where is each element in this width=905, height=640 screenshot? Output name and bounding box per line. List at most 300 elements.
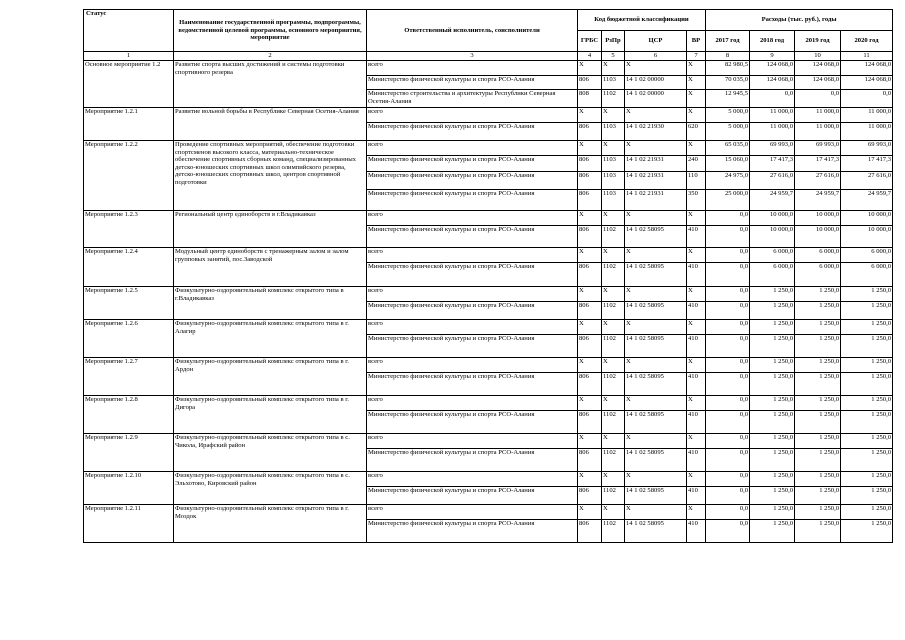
csr-cell: X [625,358,687,373]
amount-2019: 1 250,0 [795,302,841,320]
header-2020: 2020 год [841,31,893,52]
csr-cell: X [625,141,687,156]
program-name-cell: Физкультурно-оздоровительный комплекс открытого типа в г. Моздок [174,505,367,543]
amount-2018: 1 250,0 [750,302,795,320]
amount-2018: 10 000,0 [750,211,795,226]
amount-2019: 11 000,0 [795,108,841,123]
vr-cell: X [687,320,706,335]
table-header [84,10,893,61]
csr-cell: 14 1 02 58095 [625,373,687,396]
grbs-cell: 806 [578,373,602,396]
executor-cell: всего [367,61,578,76]
amount-2019: 1 250,0 [795,335,841,358]
amount-2017: 0,0 [706,449,750,472]
group-total-row [84,141,893,156]
status-cell: Мероприятие 1.2.5 [84,287,174,320]
rzpr-cell: X [602,248,625,263]
grbs-cell: 808 [578,90,602,108]
grbs-cell: X [578,211,602,226]
executor-cell: всего [367,396,578,411]
vr-cell: 620 [687,123,706,141]
vr-cell: X [687,248,706,263]
amount-2020: 124 068,0 [841,76,893,90]
status-cell: Основное мероприятие 1.2 [84,61,174,108]
program-name-cell: Региональный центр единоборств в г.Владикавказ [174,211,367,248]
executor-cell: Министерство физической культуры и спорта РСО-Алания [367,373,578,396]
group-total-row [84,320,893,335]
executor-cell: всего [367,287,578,302]
group-total-row [84,358,893,373]
executor-cell: всего [367,358,578,373]
csr-cell: 14 1 02 58095 [625,226,687,248]
executor-cell: всего [367,248,578,263]
executor-cell: Министерство физической культуры и спорта РСО-Алания [367,263,578,287]
amount-2020: 1 250,0 [841,302,893,320]
amount-2019: 1 250,0 [795,320,841,335]
group-total-row [84,434,893,449]
rzpr-cell: X [602,61,625,76]
header-grbs: ГРБС [578,31,602,52]
grbs-cell: X [578,248,602,263]
rzpr-cell: 1102 [602,520,625,543]
vr-cell: X [687,211,706,226]
csr-cell: 14 1 02 58095 [625,335,687,358]
header-rzpr: РзПр [602,31,625,52]
amount-2019: 1 250,0 [795,373,841,396]
vr-cell: 410 [687,263,706,287]
csr-cell: 14 1 02 21930 [625,123,687,141]
amount-2017: 25 000,0 [706,190,750,211]
rzpr-cell: X [602,505,625,520]
amount-2019: 10 000,0 [795,226,841,248]
vr-cell: 410 [687,302,706,320]
amount-2019: 6 000,0 [795,248,841,263]
amount-2017: 0,0 [706,226,750,248]
column-number: 5 [602,52,625,61]
csr-cell: X [625,211,687,226]
amount-2018: 1 250,0 [750,449,795,472]
group-total-row [84,211,893,226]
group-total-row [84,472,893,487]
csr-cell: X [625,108,687,123]
amount-2018: 17 417,3 [750,156,795,172]
rzpr-cell: X [602,141,625,156]
vr-cell: 410 [687,411,706,434]
rzpr-cell: 1103 [602,156,625,172]
executor-cell: всего [367,434,578,449]
vr-cell: 410 [687,335,706,358]
grbs-cell: X [578,472,602,487]
amount-2017: 0,0 [706,248,750,263]
amount-2018: 1 250,0 [750,434,795,449]
rzpr-cell: 1102 [602,411,625,434]
amount-2020: 6 000,0 [841,248,893,263]
amount-2020: 24 959,7 [841,190,893,211]
rzpr-cell: 1103 [602,76,625,90]
grbs-cell: X [578,108,602,123]
rzpr-cell: 1103 [602,172,625,190]
amount-2020: 0,0 [841,90,893,108]
column-number: 4 [578,52,602,61]
header-bk-code: Код бюджетной классификации [578,10,706,31]
executor-cell: Министерство физической культуры и спорта РСО-Алания [367,156,578,172]
amount-2019: 1 250,0 [795,505,841,520]
program-name-cell: Физкультурно-оздоровительный комплекс открытого типа в с. Эльхотово, Кировский район [174,472,367,505]
column-number: 3 [367,52,578,61]
column-number: 1 [84,52,174,61]
vr-cell: X [687,358,706,373]
column-number-row [84,52,893,61]
rzpr-cell: 1103 [602,123,625,141]
amount-2019: 24 959,7 [795,190,841,211]
amount-2020: 1 250,0 [841,320,893,335]
column-number: 8 [706,52,750,61]
csr-cell: X [625,287,687,302]
amount-2017: 0,0 [706,263,750,287]
header-status-text: Статус [86,10,107,17]
vr-cell: 350 [687,190,706,211]
program-name-cell: Развитие спорта высших достижений и системы подготовки спортивного резерва [174,61,367,108]
rzpr-cell: X [602,320,625,335]
grbs-cell: 806 [578,449,602,472]
vr-cell: 410 [687,520,706,543]
amount-2020: 10 000,0 [841,226,893,248]
csr-cell: 14 1 02 58095 [625,263,687,287]
amount-2020: 1 250,0 [841,411,893,434]
amount-2020: 1 250,0 [841,396,893,411]
amount-2018: 1 250,0 [750,520,795,543]
rzpr-cell: X [602,108,625,123]
rzpr-cell: X [602,358,625,373]
amount-2018: 11 000,0 [750,108,795,123]
table-body [84,61,893,543]
rzpr-cell: X [602,434,625,449]
amount-2017: 0,0 [706,320,750,335]
amount-2018: 10 000,0 [750,226,795,248]
amount-2017: 24 975,0 [706,172,750,190]
status-cell: Мероприятие 1.2.7 [84,358,174,396]
grbs-cell: 806 [578,172,602,190]
group-total-row [84,61,893,76]
rzpr-cell: 1102 [602,226,625,248]
amount-2018: 69 993,0 [750,141,795,156]
csr-cell: 14 1 02 21931 [625,172,687,190]
status-cell: Мероприятие 1.2.2 [84,141,174,211]
group-total-row [84,505,893,520]
amount-2020: 17 417,3 [841,156,893,172]
amount-2017: 0,0 [706,520,750,543]
status-cell: Мероприятие 1.2.10 [84,472,174,505]
executor-cell: Министерство физической культуры и спорта РСО-Алания [367,520,578,543]
amount-2019: 69 993,0 [795,141,841,156]
amount-2018: 24 959,7 [750,190,795,211]
status-cell: Мероприятие 1.2.6 [84,320,174,358]
amount-2018: 124 068,0 [750,61,795,76]
status-cell: Мероприятие 1.2.9 [84,434,174,472]
csr-cell: 14 1 02 58095 [625,520,687,543]
rzpr-cell: 1102 [602,90,625,108]
grbs-cell: 806 [578,335,602,358]
amount-2018: 6 000,0 [750,263,795,287]
amount-2019: 1 250,0 [795,411,841,434]
executor-cell: Министерство физической культуры и спорта РСО-Алания [367,302,578,320]
grbs-cell: X [578,61,602,76]
vr-cell: 110 [687,172,706,190]
executor-cell: Министерство физической культуры и спорта РСО-Алания [367,172,578,190]
rzpr-cell: X [602,287,625,302]
grbs-cell: 806 [578,76,602,90]
program-name-cell: Физкультурно-оздоровительный комплекс открытого типа в г. Дигора [174,396,367,434]
amount-2020: 6 000,0 [841,263,893,287]
executor-cell: всего [367,505,578,520]
vr-cell: X [687,141,706,156]
vr-cell: 410 [687,226,706,248]
amount-2019: 6 000,0 [795,263,841,287]
amount-2019: 11 000,0 [795,123,841,141]
program-name-cell: Физкультурно-оздоровительный комплекс открытого типа в с. Чикола, Ирафский район [174,434,367,472]
executor-cell: Министерство физической культуры и спорта РСО-Алания [367,411,578,434]
executor-cell: всего [367,108,578,123]
executor-cell: Министерство физической культуры и спорта РСО-Алания [367,449,578,472]
status-cell: Мероприятие 1.2.8 [84,396,174,434]
amount-2020: 1 250,0 [841,487,893,505]
amount-2019: 0,0 [795,90,841,108]
csr-cell: X [625,320,687,335]
column-number: 10 [795,52,841,61]
vr-cell: 240 [687,156,706,172]
amount-2020: 124 068,0 [841,61,893,76]
csr-cell: 14 1 02 58095 [625,487,687,505]
amount-2017: 15 060,0 [706,156,750,172]
csr-cell: X [625,396,687,411]
amount-2018: 1 250,0 [750,411,795,434]
amount-2017: 70 035,0 [706,76,750,90]
grbs-cell: 806 [578,263,602,287]
amount-2020: 11 000,0 [841,108,893,123]
header-2019: 2019 год [795,31,841,52]
header-executor: Ответственный исполнитель, соисполнители [367,10,578,52]
amount-2018: 124 068,0 [750,76,795,90]
amount-2017: 0,0 [706,411,750,434]
grbs-cell: 806 [578,487,602,505]
vr-cell: 410 [687,449,706,472]
vr-cell: X [687,90,706,108]
amount-2017: 0,0 [706,211,750,226]
amount-2017: 0,0 [706,373,750,396]
program-name-cell: Физкультурно-оздоровительный комплекс открытого типа в г. Алагир [174,320,367,358]
grbs-cell: 806 [578,156,602,172]
csr-cell: 14 1 02 58095 [625,411,687,434]
amount-2019: 1 250,0 [795,472,841,487]
program-name-cell: Физкультурно-оздоровительный комплекс открытого типа в г.Владикавказ [174,287,367,320]
csr-cell: X [625,505,687,520]
rzpr-cell: X [602,396,625,411]
executor-cell: Министерство физической культуры и спорта РСО-Алания [367,487,578,505]
csr-cell: 14 1 02 21931 [625,156,687,172]
amount-2019: 1 250,0 [795,358,841,373]
amount-2018: 1 250,0 [750,472,795,487]
grbs-cell: X [578,396,602,411]
status-cell: Мероприятие 1.2.4 [84,248,174,287]
header-expenses: Расходы (тыс. руб.), годы [706,10,893,31]
amount-2017: 0,0 [706,487,750,505]
grbs-cell: X [578,320,602,335]
header-vr: ВР [687,31,706,52]
executor-cell: всего [367,472,578,487]
grbs-cell: 806 [578,226,602,248]
vr-cell: 410 [687,487,706,505]
column-number: 7 [687,52,706,61]
executor-cell: Министерство физической культуры и спорта РСО-Алания [367,226,578,248]
executor-cell: всего [367,320,578,335]
csr-cell: X [625,434,687,449]
budget-table [83,9,893,543]
executor-cell: Министерство строительства и архитектуры Республики Северная Осетия-Алания [367,90,578,108]
amount-2020: 1 250,0 [841,335,893,358]
program-name-cell: Физкультурно-оздоровительный комплекс открытого типа в г. Ардон [174,358,367,396]
csr-cell: 14 1 02 58095 [625,302,687,320]
group-total-row [84,287,893,302]
amount-2018: 0,0 [750,90,795,108]
rzpr-cell: 1102 [602,449,625,472]
status-cell: Мероприятие 1.2.3 [84,211,174,248]
amount-2019: 124 068,0 [795,76,841,90]
amount-2018: 1 250,0 [750,487,795,505]
header-2017: 2017 год [706,31,750,52]
column-number: 11 [841,52,893,61]
vr-cell: X [687,505,706,520]
amount-2018: 1 250,0 [750,396,795,411]
amount-2019: 1 250,0 [795,434,841,449]
amount-2018: 6 000,0 [750,248,795,263]
csr-cell: 14 1 02 58095 [625,449,687,472]
grbs-cell: X [578,505,602,520]
amount-2017: 0,0 [706,434,750,449]
rzpr-cell: X [602,211,625,226]
grbs-cell: X [578,358,602,373]
amount-2019: 10 000,0 [795,211,841,226]
column-number: 2 [174,52,367,61]
header-2018: 2018 год [750,31,795,52]
vr-cell: 410 [687,373,706,396]
amount-2017: 0,0 [706,302,750,320]
amount-2020: 10 000,0 [841,211,893,226]
csr-cell: X [625,61,687,76]
vr-cell: X [687,108,706,123]
status-cell: Мероприятие 1.2.1 [84,108,174,141]
rzpr-cell: 1102 [602,263,625,287]
rzpr-cell: 1103 [602,190,625,211]
rzpr-cell: 1102 [602,373,625,396]
program-name-cell: Развитие вольной борьбы в Республике Северная Осетия-Алания [174,108,367,141]
amount-2017: 82 980,5 [706,61,750,76]
grbs-cell: 806 [578,123,602,141]
executor-cell: Министерство физической культуры и спорта РСО-Алания [367,190,578,211]
executor-cell: Министерство физической культуры и спорта РСО-Алания [367,76,578,90]
grbs-cell: 806 [578,411,602,434]
amount-2017: 0,0 [706,472,750,487]
amount-2019: 1 250,0 [795,487,841,505]
amount-2020: 1 250,0 [841,472,893,487]
amount-2020: 1 250,0 [841,520,893,543]
amount-2019: 27 616,0 [795,172,841,190]
program-name-cell: Модульный центр единоборств с тренажерным залом и залом групповых занятий, пос.Заводской [174,248,367,287]
executor-cell: всего [367,211,578,226]
rzpr-cell: X [602,472,625,487]
amount-2017: 5 000,0 [706,123,750,141]
group-total-row [84,248,893,263]
amount-2020: 1 250,0 [841,505,893,520]
amount-2020: 1 250,0 [841,373,893,396]
rzpr-cell: 1102 [602,302,625,320]
header-csr: ЦСР [625,31,687,52]
vr-cell: X [687,76,706,90]
amount-2018: 1 250,0 [750,335,795,358]
grbs-cell: X [578,287,602,302]
amount-2018: 1 250,0 [750,287,795,302]
grbs-cell: X [578,434,602,449]
amount-2017: 0,0 [706,505,750,520]
amount-2018: 27 616,0 [750,172,795,190]
amount-2017: 0,0 [706,396,750,411]
executor-cell: всего [367,141,578,156]
vr-cell: X [687,61,706,76]
amount-2019: 1 250,0 [795,449,841,472]
amount-2020: 1 250,0 [841,434,893,449]
column-number: 6 [625,52,687,61]
vr-cell: X [687,472,706,487]
amount-2018: 1 250,0 [750,320,795,335]
grbs-cell: 806 [578,520,602,543]
executor-cell: Министерство физической культуры и спорта РСО-Алания [367,335,578,358]
rzpr-cell: 1102 [602,335,625,358]
vr-cell: X [687,287,706,302]
amount-2018: 1 250,0 [750,358,795,373]
status-cell: Мероприятие 1.2.11 [84,505,174,543]
grbs-cell: X [578,141,602,156]
amount-2017: 5 000,0 [706,108,750,123]
amount-2018: 1 250,0 [750,505,795,520]
csr-cell: 14 1 02 00000 [625,90,687,108]
amount-2019: 1 250,0 [795,287,841,302]
amount-2020: 1 250,0 [841,449,893,472]
grbs-cell: 806 [578,302,602,320]
amount-2020: 69 993,0 [841,141,893,156]
amount-2019: 17 417,3 [795,156,841,172]
amount-2018: 11 000,0 [750,123,795,141]
grbs-cell: 806 [578,190,602,211]
vr-cell: X [687,396,706,411]
amount-2019: 1 250,0 [795,520,841,543]
amount-2020: 27 616,0 [841,172,893,190]
amount-2017: 0,0 [706,335,750,358]
csr-cell: X [625,248,687,263]
rzpr-cell: 1102 [602,487,625,505]
group-total-row [84,108,893,123]
amount-2017: 65 035,0 [706,141,750,156]
amount-2017: 0,0 [706,358,750,373]
amount-2020: 1 250,0 [841,358,893,373]
amount-2017: 0,0 [706,287,750,302]
amount-2019: 1 250,0 [795,396,841,411]
amount-2020: 11 000,0 [841,123,893,141]
group-total-row [84,396,893,411]
amount-2018: 1 250,0 [750,373,795,396]
executor-cell: Министерство физической культуры и спорта РСО-Алания [367,123,578,141]
amount-2020: 1 250,0 [841,287,893,302]
column-number: 9 [750,52,795,61]
csr-cell: 14 1 02 21931 [625,190,687,211]
